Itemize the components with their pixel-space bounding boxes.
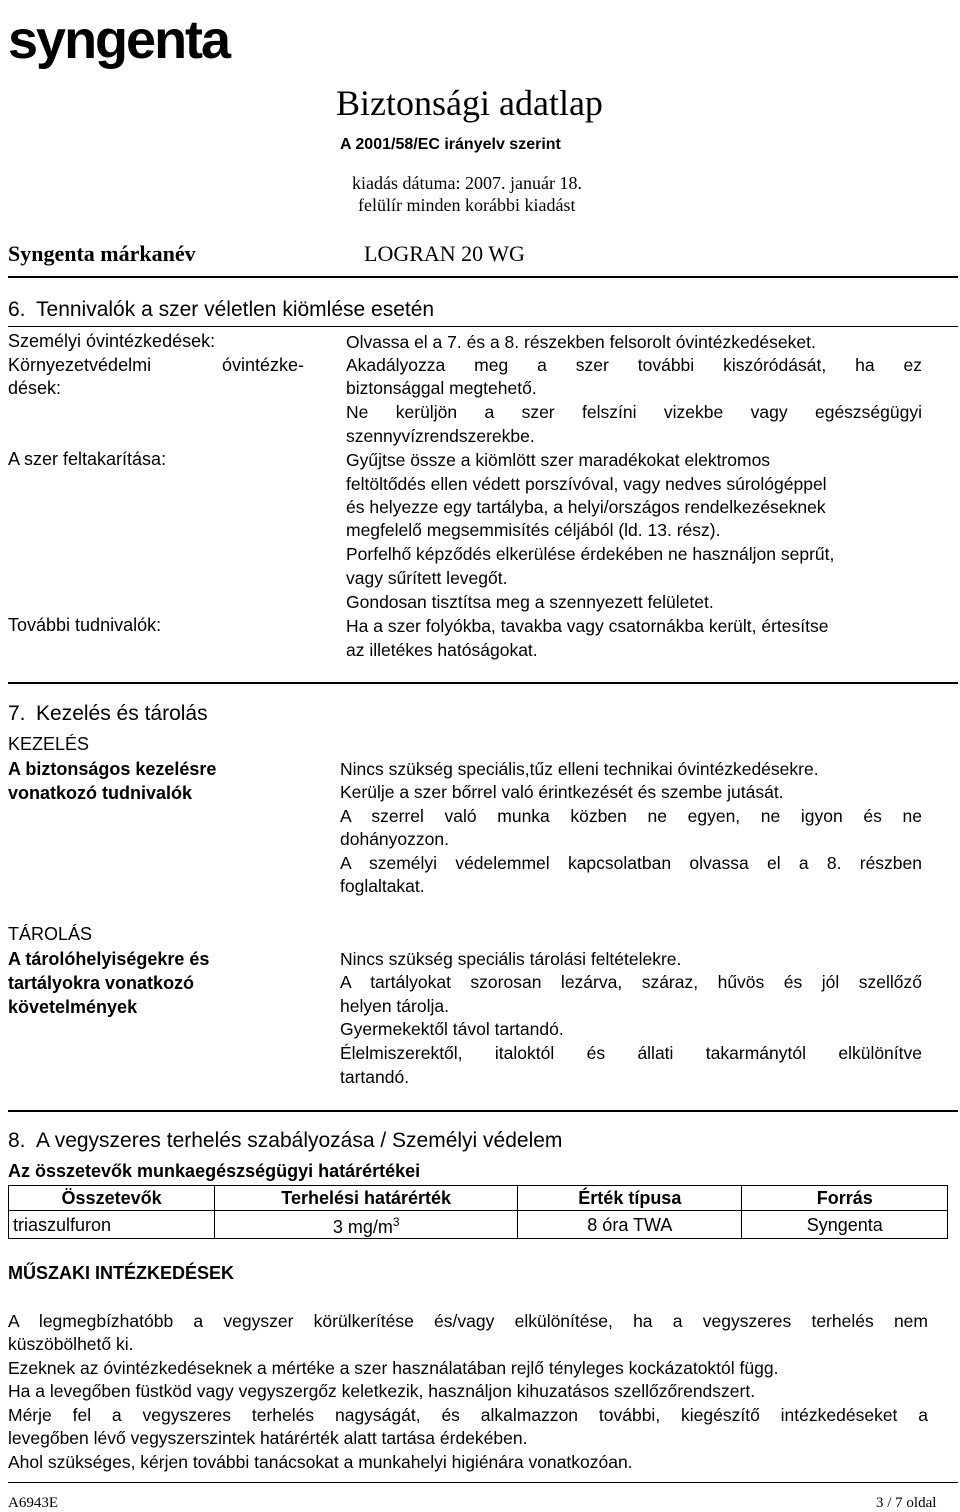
storage-label: A tárolóhelyiségekre és: [8, 949, 210, 969]
paragraph-line: Mérje fel a vegyszeres terhelés nagyságát, és alkalmazzon további, kiegészítő intézkedéseket a: [8, 1405, 928, 1425]
cleanup-line: Porfelhő képződés elkerülése érdekében ne használjon seprűt,: [346, 544, 835, 564]
environmental-text-line: Akadályozza meg a szer további kiszóródását, ha ez: [346, 355, 922, 375]
col-header-source: Forrás: [742, 1186, 948, 1211]
section-6-heading: 6. Tennivalók a szer véletlen kiömlése esetén: [8, 298, 435, 321]
section-6-divider: [8, 326, 958, 327]
limit-value: 3 mg/m: [332, 1217, 393, 1237]
table-header-row: [9, 1186, 948, 1211]
col-header-component: Összetevők: [9, 1186, 215, 1211]
handling-line: Kerülje a szer bőrrel való érintkezését és szembe jutását.: [340, 782, 784, 802]
section-7-divider-top: [8, 682, 958, 684]
paragraph-line: levegőben lévő vegyszerszintek határérték alatt tartása érdekében.: [8, 1428, 528, 1448]
handling-line: A személyi védelemmel kapcsolatban olvassa el a 8. részben: [340, 853, 922, 873]
handling-title: KEZELÉS: [8, 734, 90, 754]
syngenta-logo: syngenta: [8, 10, 230, 70]
cleanup-line: feltöltődés ellen védett porszívóval, vagy nedves súrológéppel: [346, 474, 827, 494]
document-subtitle: A 2001/58/EC irányelv szerint: [340, 136, 561, 153]
storage-line: Gyermekektől távol tartandó.: [340, 1019, 564, 1039]
col-header-limit: Terhelési határérték: [215, 1186, 518, 1211]
cleanup-line: megfelelő megsemmisítés céljából (ld. 13. rész).: [346, 520, 721, 540]
section-7-heading: 7. Kezelés és tárolás: [8, 702, 208, 725]
further-info-line: Ha a szer folyókba, tavakba vagy csatornákba került, értesítse: [346, 616, 829, 636]
cell-type: 8 óra TWA: [518, 1211, 742, 1239]
table-row: [9, 1211, 948, 1239]
cleanup-line: és helyezze egy tartályba, a helyi/országos rendelkezéseknek: [346, 497, 826, 517]
supersedes-note: felülír minden korábbi kiadást: [358, 195, 576, 215]
paragraph-line: Ha a levegőben füstköd vagy vegyszergőz keletkezik, használjon kihuzatásos szellőzőrendszert.: [8, 1381, 756, 1401]
handling-line: foglaltakat.: [340, 876, 425, 896]
further-info-label: További tudnivalók:: [8, 615, 162, 635]
header-divider: [8, 276, 958, 278]
handling-line: A szerrel való munka közben ne egyen, ne igyon és ne: [340, 806, 922, 826]
exposure-limits-table: [8, 1185, 948, 1239]
handling-line: Nincs szükség speciális,tűz elleni technikai óvintézkedésekre.: [340, 759, 819, 779]
storage-line: A tartályokat szorosan lezárva, száraz, hűvös és jól szellőző: [340, 972, 922, 992]
document-title: Biztonsági adatlap: [336, 83, 603, 123]
document-code: A6943E: [8, 1495, 58, 1511]
col-header-type: Érték típusa: [518, 1186, 742, 1211]
environmental-precautions-label-cont: dések:: [8, 378, 62, 398]
footer-divider: [8, 1482, 958, 1483]
cell-component: triaszulfuron: [9, 1211, 215, 1239]
storage-line: helyen tárolja.: [340, 996, 449, 1016]
cleanup-label: A szer feltakarítása:: [8, 449, 167, 469]
cell-limit: [215, 1211, 518, 1239]
technical-measures-title: MŰSZAKI INTÉZKEDÉSEK: [8, 1263, 235, 1283]
cleanup-line: Gondosan tisztítsa meg a szennyezett felületet.: [346, 592, 714, 612]
environmental-text-line: biztonsággal megtehető.: [346, 378, 537, 398]
brand-label: Syngenta márkanév: [8, 241, 196, 266]
brand-value: LOGRAN 20 WG: [364, 241, 525, 266]
environmental-precautions-label: Környezetvédelmi óvintézke-: [8, 355, 304, 375]
storage-line: tartandó.: [340, 1067, 410, 1087]
personal-precautions-text: Olvassa el a 7. és a 8. részekben felsorolt óvintézkedéseket.: [346, 332, 816, 352]
cell-source: Syngenta: [742, 1211, 948, 1239]
limit-superscript: 3: [392, 1215, 400, 1229]
storage-title: TÁROLÁS: [8, 924, 93, 944]
storage-line: Nincs szükség speciális tárolási feltételekre.: [340, 949, 682, 969]
environmental-text-line: szennyvízrendszerekbe.: [346, 426, 535, 446]
exposure-limits-title: Az összetevők munkaegészségügyi határértékei: [8, 1161, 421, 1181]
handling-line: dohányozzon.: [340, 829, 449, 849]
section-8-divider-top: [8, 1110, 958, 1112]
storage-label-cont: követelmények: [8, 997, 138, 1017]
environmental-text-line: Ne kerüljön a szer felszíni vizekbe vagy egészségügyi: [346, 402, 922, 422]
storage-line: Élelmiszerektől, italoktól és állati takarmánytól elkülönítve: [340, 1043, 922, 1063]
personal-precautions-label: Személyi óvintézkedések:: [8, 331, 216, 351]
storage-label-cont: tartályokra vonatkozó: [8, 973, 195, 993]
handling-label-cont: vonatkozó tudnivalók: [8, 783, 193, 803]
handling-label: A biztonságos kezelésre: [8, 759, 217, 779]
page-number: 3 / 7 oldal: [876, 1495, 937, 1511]
further-info-line: az illetékes hatóságokat.: [346, 640, 538, 660]
paragraph-line: Ezeknek az óvintézkedéseknek a mértéke a szer használatában rejlő tényleges kockázatoktól függ.: [8, 1358, 779, 1378]
paragraph-line: küszöbölhető ki.: [8, 1334, 134, 1354]
section-8-heading: 8. A vegyszeres terhelés szabályozása / Személyi védelem: [8, 1129, 563, 1152]
cleanup-line: Gyűjtse össze a kiömlött szer maradékokat elektromos: [346, 450, 771, 470]
issue-date: kiadás dátuma: 2007. január 18.: [352, 173, 582, 193]
paragraph-line: A legmegbízhatóbb a vegyszer körülkerítése és/vagy elkülönítése, ha a vegyszeres terhelés nem: [8, 1311, 928, 1331]
cleanup-line: vagy sűrített levegőt.: [346, 568, 508, 588]
paragraph-line: Ahol szükséges, kérjen további tanácsokat a munkahelyi higiénára vonatkozóan.: [8, 1452, 633, 1472]
